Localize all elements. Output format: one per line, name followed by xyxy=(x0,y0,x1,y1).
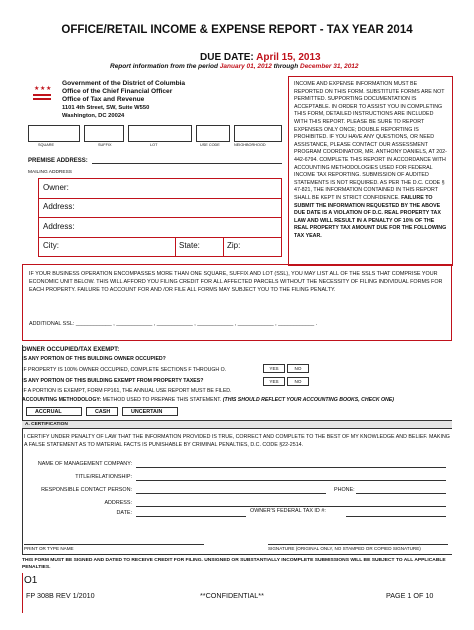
owner-occupied-no[interactable]: NO xyxy=(287,364,309,373)
owner-occupied-question: IS ANY PORTION OF THIS BUILDING OWNER OCCUPIED? xyxy=(22,356,166,362)
owner-field[interactable]: Owner: xyxy=(43,183,69,192)
form-number: FP 308B REV 1/2010 xyxy=(26,591,95,600)
federal-tax-id-label: OWNER'S FEDERAL TAX ID #: xyxy=(250,508,326,514)
cash-checkbox[interactable]: CASH xyxy=(86,407,118,416)
management-company-input[interactable] xyxy=(136,467,446,468)
print-name-label: PRINT OR TYPE NAME xyxy=(24,546,74,551)
tax-exempt-yes[interactable]: YES xyxy=(263,377,285,386)
additional-ssl-field[interactable]: ADDITIONAL SSL: ____________ , ____________ , ____________ , ____________ , ____________ , ____________ . xyxy=(29,321,318,327)
square-input[interactable] xyxy=(28,125,80,142)
address-label: ADDRESS: xyxy=(104,500,132,506)
address-field-1[interactable]: Address: xyxy=(43,202,75,211)
signature-label: SIGNATURE (ORIGINAL ONLY, NO STAMPED OR COPIED SIGNATURE) xyxy=(268,546,421,551)
date-input[interactable] xyxy=(136,516,246,517)
tax-exempt-no[interactable]: NO xyxy=(287,377,309,386)
tax-exempt-question: IS ANY PORTION OF THIS BUILDING EXEMPT FROM PROPERTY TAXES? xyxy=(22,378,204,384)
suffix-input[interactable] xyxy=(84,125,124,142)
address-input[interactable] xyxy=(136,506,446,507)
accrual-checkbox[interactable]: ACCRUAL xyxy=(26,407,82,416)
contact-person-label: RESPONSIBLE CONTACT PERSON: xyxy=(41,487,132,493)
owner-occupied-yes[interactable]: YES xyxy=(263,364,285,373)
accounting-method: ACCOUNTING METHODOLOGY: METHOD USED TO PREPARE THIS STATEMENT. (THIS SHOULD REFLECT YOUR ACCOUNTING BOOKS, CHECK ONE) xyxy=(22,397,394,403)
mailing-address-box xyxy=(38,178,282,257)
address-field-2[interactable]: Address: xyxy=(43,222,75,231)
uncertain-checkbox[interactable]: UNCERTAIN xyxy=(122,407,178,416)
date-label: DATE: xyxy=(116,510,132,516)
contact-person-input[interactable] xyxy=(136,493,326,494)
square-label: SQUARE xyxy=(38,143,55,147)
city-field[interactable]: City: xyxy=(43,241,59,250)
title-relationship-label: TITLE/RELATIONSHIP: xyxy=(75,474,132,480)
report-period: Report information from the period January 01, 2012 through December 31, 2012 xyxy=(110,63,359,70)
neighborhood-input[interactable] xyxy=(234,125,282,142)
owner-occupied-note: IF PROPERTY IS 100% OWNER OCCUPIED, COMPLETE SECTIONS F THROUGH O. xyxy=(22,367,227,373)
multiple-ssl-notice: IF YOUR BUSINESS OPERATION ENCOMPASSES MORE THAN ONE SQUARE, SUFFIX AND LOT (SSL), YOU MAY LIST ALL OF THE SSLS THAT COMPRISE YOUR ECONOMIC UNIT BELOW. THIS WILL AFFORD YOU FILING CREDIT FOR ALL AFFECTED PARCELS WITHOUT THE NECESSITY OF FILING INDIVIDUAL FORMS FOR EACH PROPERTY. FAILURE TO ACCOUNT FOR AND /OR FILE ALL FORMS MAY SUBJECT YOU TO THE FILING PENALTY. ADDITIONAL SSL: ____________ , ____________ , ____________ , ____________ , ____________ , ____________ . xyxy=(22,264,452,341)
lot-label: LOT xyxy=(150,143,158,147)
due-date: DUE DATE: April 15, 2013 xyxy=(200,52,321,63)
instructions-notice: INCOME AND EXPENSE INFORMATION MUST BE REPORTED ON THIS FORM. SUBSTITUTE FORMS ARE NOT PERMITTED. SUPPORTING DOCUMENTATION IS ACCEPTABLE. IN ORDER TO ASSIST YOU IN COMPLETING THIS FORM, DETAILED INSTRUCTIONS ARE INCLUDED WITH THIS REPORT. PLEASE BE SURE TO REPORT EXPENSES ONLY ONCE; DOUBLE REPORTING IS PROHIBITED. IF YOU HAVE ANY QUESTIONS, OR NEED ASSISTANCE, PLEASE CONTACT OUR ASSESSMENT PROGRAM COORDINATOR, MR. ANTHONY DANIELS, AT 202-442-6794. COMPLETE THIS REPORT IN ACCORDANCE WITH ACCOUNTING METHODOLOGIES USED FOR FEDERAL INCOME TAX REPORTING. SUBMISSION OF AUDITED STATEMENTS IS NOT REQUIRED. AS PER THE D.C. CODE § 47-821, THE INFORMATION CONTAINED IN THIS REPORT SHALL BE KEPT IN STRICT CONFIDENCE. FAILURE TO SUBMIT THE INFORMATION REQUESTED BY THE ABOVE DUE DATE IS A VIOLATION OF D.C. REAL PROPERTY TAX LAW AND WILL RESULT IN A PENALTY OF 10% OF THE REAL PROPERTY TAX AMOUNT DUE FOR THE FOLLOWING TAX YEAR. xyxy=(288,76,453,266)
phone-input[interactable] xyxy=(356,493,446,494)
signature-input[interactable] xyxy=(268,544,448,545)
form-code: O1 xyxy=(24,575,38,586)
certification-statement: I CERTIFY UNDER PENALTY OF LAW THAT THE INFORMATION PROVIDED IS TRUE, CORRECT AND COMPLETE TO THE BEST OF MY KNOWLEDGE AND BELIEF. MAKING A FALSE STATEMENT AS TO MATERIAL FACTS IS PUNISHABLE BY CRIMINAL PENALTIES, D.C. CODE §22-2514. xyxy=(24,434,450,448)
management-company-label: NAME OF MANAGEMENT COMPANY: xyxy=(37,461,132,467)
premise-address-label: PREMISE ADDRESS: xyxy=(28,158,88,164)
dc-flag-icon: ★ ★ ★ xyxy=(33,86,51,102)
signature-warning: THIS FORM MUST BE SIGNED AND DATED TO RECEIVE CREDIT FOR FILING. UNSIGNED OR SUBSTANTIALLY INCOMPLETE SUBMISSIONS WILL BE SUBJECT TO ALL APPLICABLE PENALTIES. xyxy=(22,554,452,571)
state-field[interactable]: State: xyxy=(179,241,200,250)
use-code-label: USE CODE xyxy=(200,143,220,147)
title-relationship-input[interactable] xyxy=(136,480,446,481)
phone-label: PHONE: xyxy=(334,487,355,493)
confidential-label: **CONFIDENTIAL** xyxy=(200,591,264,600)
neighborhood-label: NEIGHBORHOOD xyxy=(234,143,266,147)
page-number: PAGE 1 OF 10 xyxy=(386,591,434,600)
agency-block: Government of the District of Columbia Office of the Chief Financial Officer Office of Tax and Revenue 1101 4th Street, SW, Suite W550 Washington, DC 20024 xyxy=(62,80,186,119)
mailing-address-label: MAILING ADDRESS xyxy=(28,170,72,175)
lot-input[interactable] xyxy=(128,125,192,142)
premise-address-input[interactable] xyxy=(92,163,282,164)
form-title: OFFICE/RETAIL INCOME & EXPENSE REPORT - TAX YEAR 2014 xyxy=(61,24,413,36)
print-name-input[interactable] xyxy=(24,544,204,545)
federal-tax-id-input[interactable] xyxy=(346,516,446,517)
certification-section-bar: A. CERTIFICATION xyxy=(22,420,452,429)
owner-occupied-heading: OWNER OCCUPIED/TAX EXEMPT: xyxy=(22,347,120,353)
tax-exempt-note: IF A PORTION IS EXEMPT, FORM FP161, THE ANNUAL USE REPORT MUST BE FILED. xyxy=(22,388,232,394)
use-code-input[interactable] xyxy=(196,125,230,142)
due-date-value: April 15, 2013 xyxy=(256,52,321,63)
suffix-label: SUFFIX xyxy=(98,143,112,147)
zip-field[interactable]: Zip: xyxy=(227,241,241,250)
